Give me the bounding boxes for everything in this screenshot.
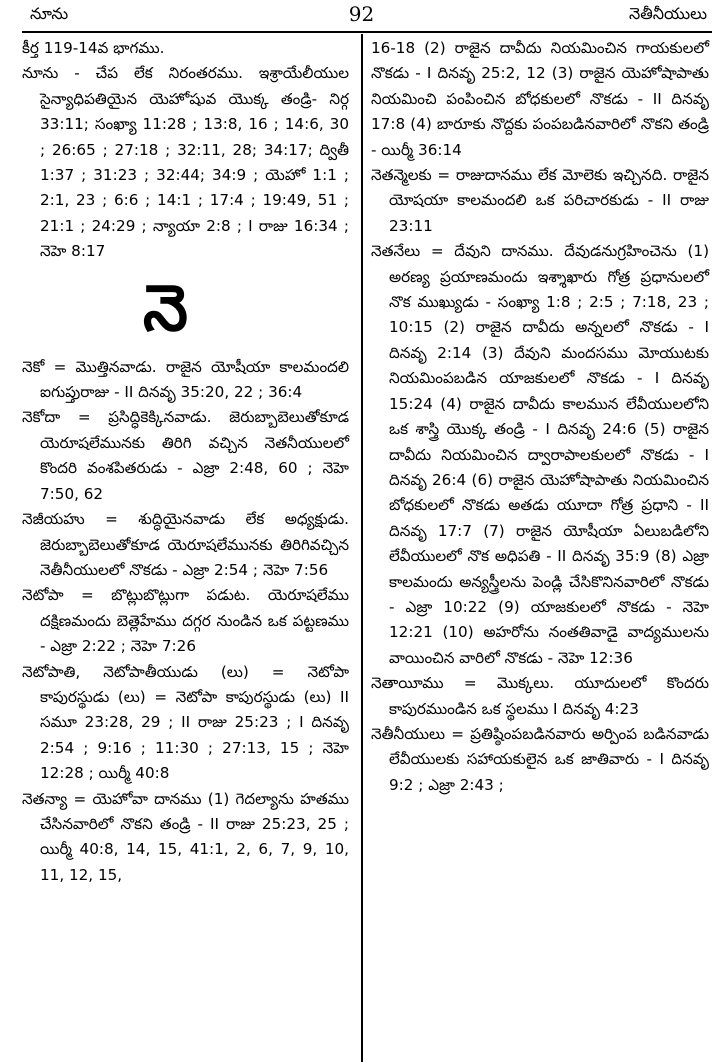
entry-netopati: నెటోపాతి, నెటోపాతీయుడు (లు) = నెటోపా కాపురస్థుడు (లు) = నెటోపా కాపురస్థుడు (లు) II సమూ 23:28, 29 ; II రాజు 25:23 ; I దినవృ 2:54 ; 9:16 ; 11:30 ; 27:13, 15 ; నెహె 12:28 ; యిర్మీ 40:8 xyxy=(22,662,349,783)
entry-nekoda: నెకోదా = ప్రసిద్ధికెక్కినవాడు. జెరుబ్బాబెలుతోకూడ యెరూషలేమునకు తిరిగి వచ్చిన నెతనీయులలో కొందరి వంశపితరుడు - ఎజ్రా 2:48, 60 ; నెహె 7:50, 62 xyxy=(22,408,349,503)
header-rule xyxy=(22,31,712,33)
entry-netayimu: నెతాయీము = మొక్కలు. యూదులలో కొందరు కాపురముండిన ఒక స్థలము I దినవృ 4:23 xyxy=(371,674,709,718)
entry-netopa: నెటోపా = బొట్లుబొట్లుగా పడుట. యెరూషలేము దక్షిణమందు బెత్లెహేము దగ్గర నుండిన ఒక పట్టణము - ఎజ్రా 2:22 ; నెహె 7:26 xyxy=(22,586,349,656)
entry-continuation: 16-18 (2) రాజైన దావీదు నియమించిన గాయకులలో నొకడు - I దినవృ 25:2, 12 (3) రాజైన యెహోషాపాతు నియమించి పంపించిన బోధకులలో నొకడు - II దినవృ 17:8 (4) బారూకు నొద్దకు పంపబడినవారిలో నొకని తండ్రి - యిర్మీ 36:14 xyxy=(371,39,709,159)
entry-netiniyulu: నెతీనీయులు = ప్రతిష్ఠింపబడినవారు అర్పింప బడినవాడు లేవీయులకు సహాయకులైన ఒక జాతివారు - I దినవృ 9:2 ; ఎజ్రా 2:43 ; xyxy=(371,724,709,794)
column-divider xyxy=(361,34,363,1062)
page-header xyxy=(0,0,723,30)
running-head-left: నూను xyxy=(30,4,69,23)
entry-neko: నెకో = మొత్తినవాడు. రాజైన యోషీయా కాలమందలి ఐగుప్తురాజు - II దినవృ 35:20, 22 ; 36:4 xyxy=(22,357,349,402)
entry-continuation: కీర్త 119-14వ భాగము. xyxy=(22,39,165,57)
entry-netanya: నెతన్యా = యెహోవా దానము (1) గెదల్యాను హతము చేసినవారిలో నొకని తండ్రి - II రాజు 25:23, 25 ; యిర్మీ 40:8, 14, 15, 41:1, 2, 6, 7, 9, 10, 11, 12, 15, xyxy=(22,789,349,884)
left-column xyxy=(22,36,349,888)
section-letter: నె xyxy=(143,271,188,346)
entry-nejiyahu: నెజీయహు = శుద్ధియైనవాడు లేక అధ్యక్షుడు. జెరుబ్బాబెలుతోకూడ యెరూషలేమునకు తిరిగివచ్చిన నెతీనీయులలో నొకడు - ఎజ్రా 2:54 ; నెహె 7:56 xyxy=(22,510,349,579)
entry-netanmelaku: నెతన్మెలకు = రాజుదానము లేక మోలెకు ఇచ్చినది. రాజైన యోషయా కాలమందలి ఒక పరిచారకుడు - II రాజు 23:11 xyxy=(371,166,709,235)
page-number: 92 xyxy=(348,2,375,26)
running-head-right: నెతీనీయులు xyxy=(629,4,707,23)
entry-netanelu: నెతనేలు = దేవుని దానము. దేవుడనుగ్రహించెను (1) అరణ్య ప్రయాణమందు ఇశ్శాఖారు గోత్ర ప్రధానులలో నొక ముఖ్యుడు - సంఖ్యా 1:8 ; 2:5 ; 7:18, 23 ; 10:15 (2) రాజైన దావీదు అన్నలలో నొకడు - I దినవృ 2:14 (3) దేవుని మందసము మోయుటకు నియమింపబడిన యాజకులలో నొకడు - I దినవృ 15:24 (4) రాజైన దావీదు కాలమున లేవీయులలోని ఒక శాస్త్రి యొక్క తండ్రి - I దినవృ 24:6 (5) రాజైన దావీదు నియమించిన ద్వారాపాలకులలో నొకడు - I దినవృ 26:4 (6) రాజైన యెహోషాపాతు నియమించిన బోధకులలో నొకడు అతడు యూదా గోత్ర ప్రధాని - II దినవృ 17:7 (7) రాజైన యోషీయా ఏలుబడిలోని లేవీయులలో నొక అధిపతి - II దినవృ 35:9 (8) ఎజ్రా కాలమందు అన్యస్త్రీలను పెండ్లి చేసికొనినవారిలో నొకడు - ఎజ్రా 10:22 (9) యాజకులలో నొకడు - నెహె 12:21 (10) అహరోను నంతతివాడై వాద్యములను వాయించిన వారిలో నొకడు - నెహె 12:36 xyxy=(371,242,709,667)
entry-nunu: నూను - చేప లేక నిరంతరము. ఇశ్రాయేలీయుల సైన్యాధిపతియైన యెహోషువ యొక్క తండ్రి- నిర్గ 33:11; సంఖ్యా 11:28 ; 13:8, 16 ; 14:6, 30 ; 26:65 ; 27:18 ; 32:11, 28; 34:17; ద్వితీ 1:37 ; 31:23 ; 32:44; 34:9 ; యెహో 1:1 ; 2:1, 23 ; 6:6 ; 14:1 ; 17:4 ; 19:49, 51 ; 21:1 ; 24:29 ; న్యాయా 2:8 ; I రాజు 16:34 ; నెహె 8:17 xyxy=(22,64,349,261)
right-column xyxy=(371,36,709,798)
